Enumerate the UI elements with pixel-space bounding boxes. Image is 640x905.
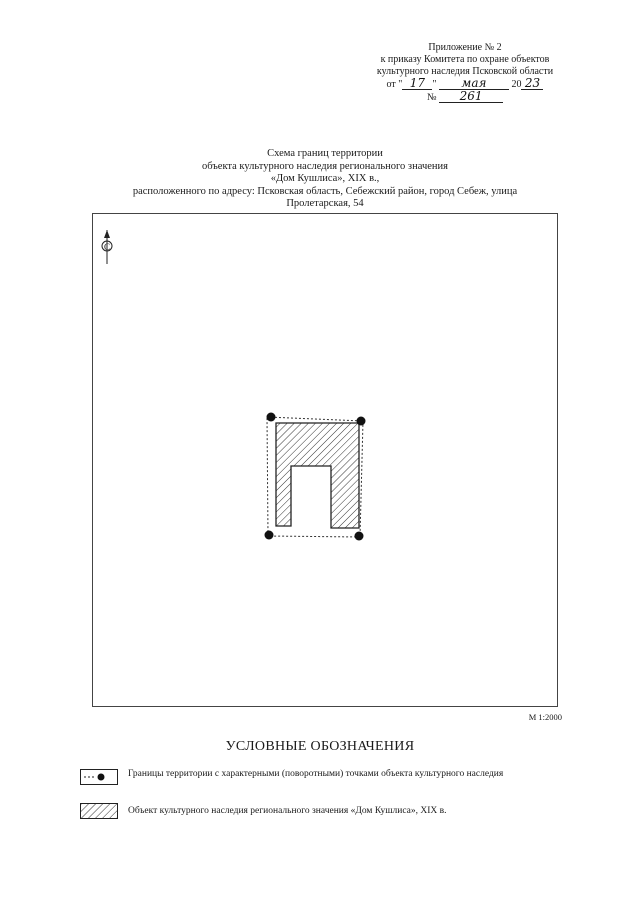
boundary-point-4 <box>265 531 274 540</box>
scheme-title-line-4: расположенного по адресу: Псковская область, Себежский район, город Себеж, улица <box>132 185 518 197</box>
legend-item-boundary <box>80 767 550 791</box>
scheme-title-line-1: Схема границ территории <box>267 148 383 159</box>
heritage-building <box>276 423 359 528</box>
hatch-legend-icon <box>80 803 118 819</box>
map-canvas <box>93 214 557 706</box>
appendix-order-line: к приказу Комитета по охране объектов <box>380 54 550 65</box>
north-label: С <box>104 242 111 252</box>
boundary-point-3 <box>355 532 364 541</box>
date-day: 17 <box>402 78 432 90</box>
appendix-title: Приложение № 2 <box>428 42 502 53</box>
date-mid: " <box>432 79 437 90</box>
date-month: мая <box>439 78 509 90</box>
legend-title: УСЛОВНЫЕ ОБОЗНАЧЕНИЯ <box>225 739 415 754</box>
appendix-committee-line: культурного наследия Псковской области <box>376 66 554 77</box>
boundary-legend-icon <box>80 769 118 785</box>
scheme-title-line-3: «Дом Кушлиса», XIX в., <box>270 173 380 184</box>
appendix-header <box>350 42 580 104</box>
date-prefix: от " <box>386 79 403 90</box>
scheme-title-line-2: объекта культурного наследия регионального значения <box>202 160 448 172</box>
legend-heritage-text: Объект культурного наследия регионального значения «Дом Кушлиса», XIX в. <box>128 806 447 816</box>
north-arrow-icon <box>102 230 112 264</box>
scheme-title <box>110 148 540 211</box>
date-year: 23 <box>521 78 543 90</box>
map-frame <box>92 213 558 707</box>
boundary-point-2 <box>357 417 366 426</box>
order-number: 261 <box>439 91 503 103</box>
legend-item-heritage <box>80 803 550 823</box>
scheme-title-line-5: Пролетарская, 54 <box>286 198 364 209</box>
legend-boundary-text: Границы территории с характерными (поворотными) точками объекта культурного наследия <box>128 769 504 779</box>
map-scale: М 1:2000 <box>528 712 562 722</box>
date-year-prefix: 20 <box>511 79 522 90</box>
appendix-number-line <box>350 91 580 104</box>
number-prefix: № <box>426 92 437 103</box>
boundary-point-1 <box>267 413 276 422</box>
